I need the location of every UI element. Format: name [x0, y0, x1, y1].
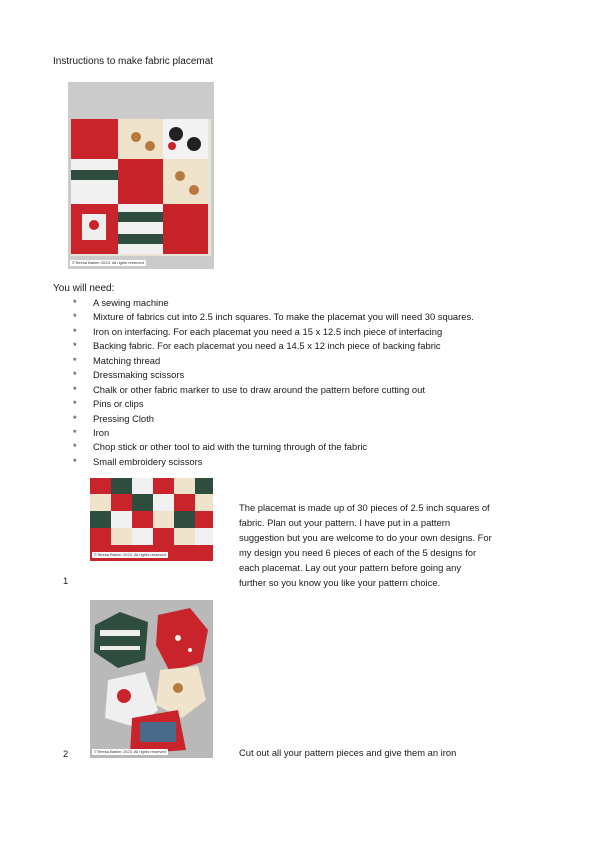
list-item-text: Mixture of fabrics cut into 2.5 inch squares. To make the placemat you will need 30 squares. [93, 311, 474, 323]
page-title: Instructions to make fabric placemat [53, 56, 214, 67]
list-item [70, 426, 474, 440]
list-item [70, 325, 474, 339]
needs-heading: You will need: [53, 283, 115, 294]
list-item-text: Small embroidery scissors [93, 455, 203, 467]
bullet-marker: * [73, 383, 77, 395]
photo-caption: ©Teresa Barker 2023. All rights reserved [94, 749, 166, 754]
placemat-photo [68, 82, 214, 269]
step-number: 2 [63, 748, 69, 759]
step-text-line: my design you need 6 pieces of each of the 5 designs for [239, 547, 477, 558]
step-text-line: suggestion but you are welcome to do your own designs. For [239, 532, 492, 543]
list-item [70, 339, 474, 353]
bullet-marker: * [73, 354, 77, 366]
bullet-marker: * [73, 426, 77, 438]
list-item [70, 310, 474, 324]
list-item [70, 368, 474, 382]
list-item [70, 397, 474, 411]
step-text-line: Cut out all your pattern pieces and give them an iron [239, 747, 457, 758]
bullet-marker: * [73, 441, 77, 453]
list-item [70, 383, 474, 397]
step-number: 1 [63, 575, 69, 586]
bullet-marker: * [73, 455, 77, 467]
step-1-text [239, 500, 492, 590]
list-item-text: Backing fabric. For each placemat you need a 14.5 x 12 inch piece of backing fabric [93, 340, 441, 352]
cut-pieces-photo [90, 600, 213, 758]
bullet-marker: * [73, 369, 77, 381]
list-item [70, 354, 474, 368]
step-text-line: fabric. Plan out your pattern. I have put in a pattern [239, 517, 451, 528]
list-item-text: Pressing Cloth [93, 412, 154, 424]
needs-list [70, 296, 474, 469]
step-text-line: The placemat is made up of 30 pieces of 2.5 inch squares of [239, 502, 490, 513]
list-item-text: Pins or clips [93, 398, 144, 410]
list-item-text: Iron [93, 426, 110, 438]
list-item-text: Chalk or other fabric marker to use to draw around the pattern before cutting out [93, 383, 425, 395]
list-item-text: Dressmaking scissors [93, 369, 185, 381]
step-text-line: further so you know you like your pattern choice. [239, 577, 441, 588]
list-item [70, 412, 474, 426]
list-item-text: A sewing machine [93, 297, 169, 308]
list-item-text: Matching thread [93, 354, 161, 366]
list-item [70, 296, 474, 310]
list-item-text: Chop stick or other tool to aid with the turning through of the fabric [93, 441, 368, 453]
step-text-line: each placemat. Lay out your pattern before going any [239, 562, 462, 573]
list-item [70, 440, 474, 454]
bullet-marker: * [73, 325, 77, 337]
list-item-text: Iron on interfacing. For each placemat you need a 15 x 12.5 inch piece of interfacing [93, 325, 443, 337]
step-2-text [239, 745, 456, 760]
bullet-marker: * [73, 412, 77, 424]
photo-caption: ©Teresa Barker 2023. All rights reserved [72, 260, 144, 265]
bullet-marker: * [73, 297, 77, 308]
pattern-layout-photo [90, 478, 213, 561]
bullet-marker: * [73, 398, 77, 410]
photo-caption: ©Teresa Barker 2023. All rights reserved [94, 552, 166, 557]
bullet-marker: * [73, 340, 77, 352]
list-item [70, 455, 474, 469]
bullet-marker: * [73, 311, 77, 323]
